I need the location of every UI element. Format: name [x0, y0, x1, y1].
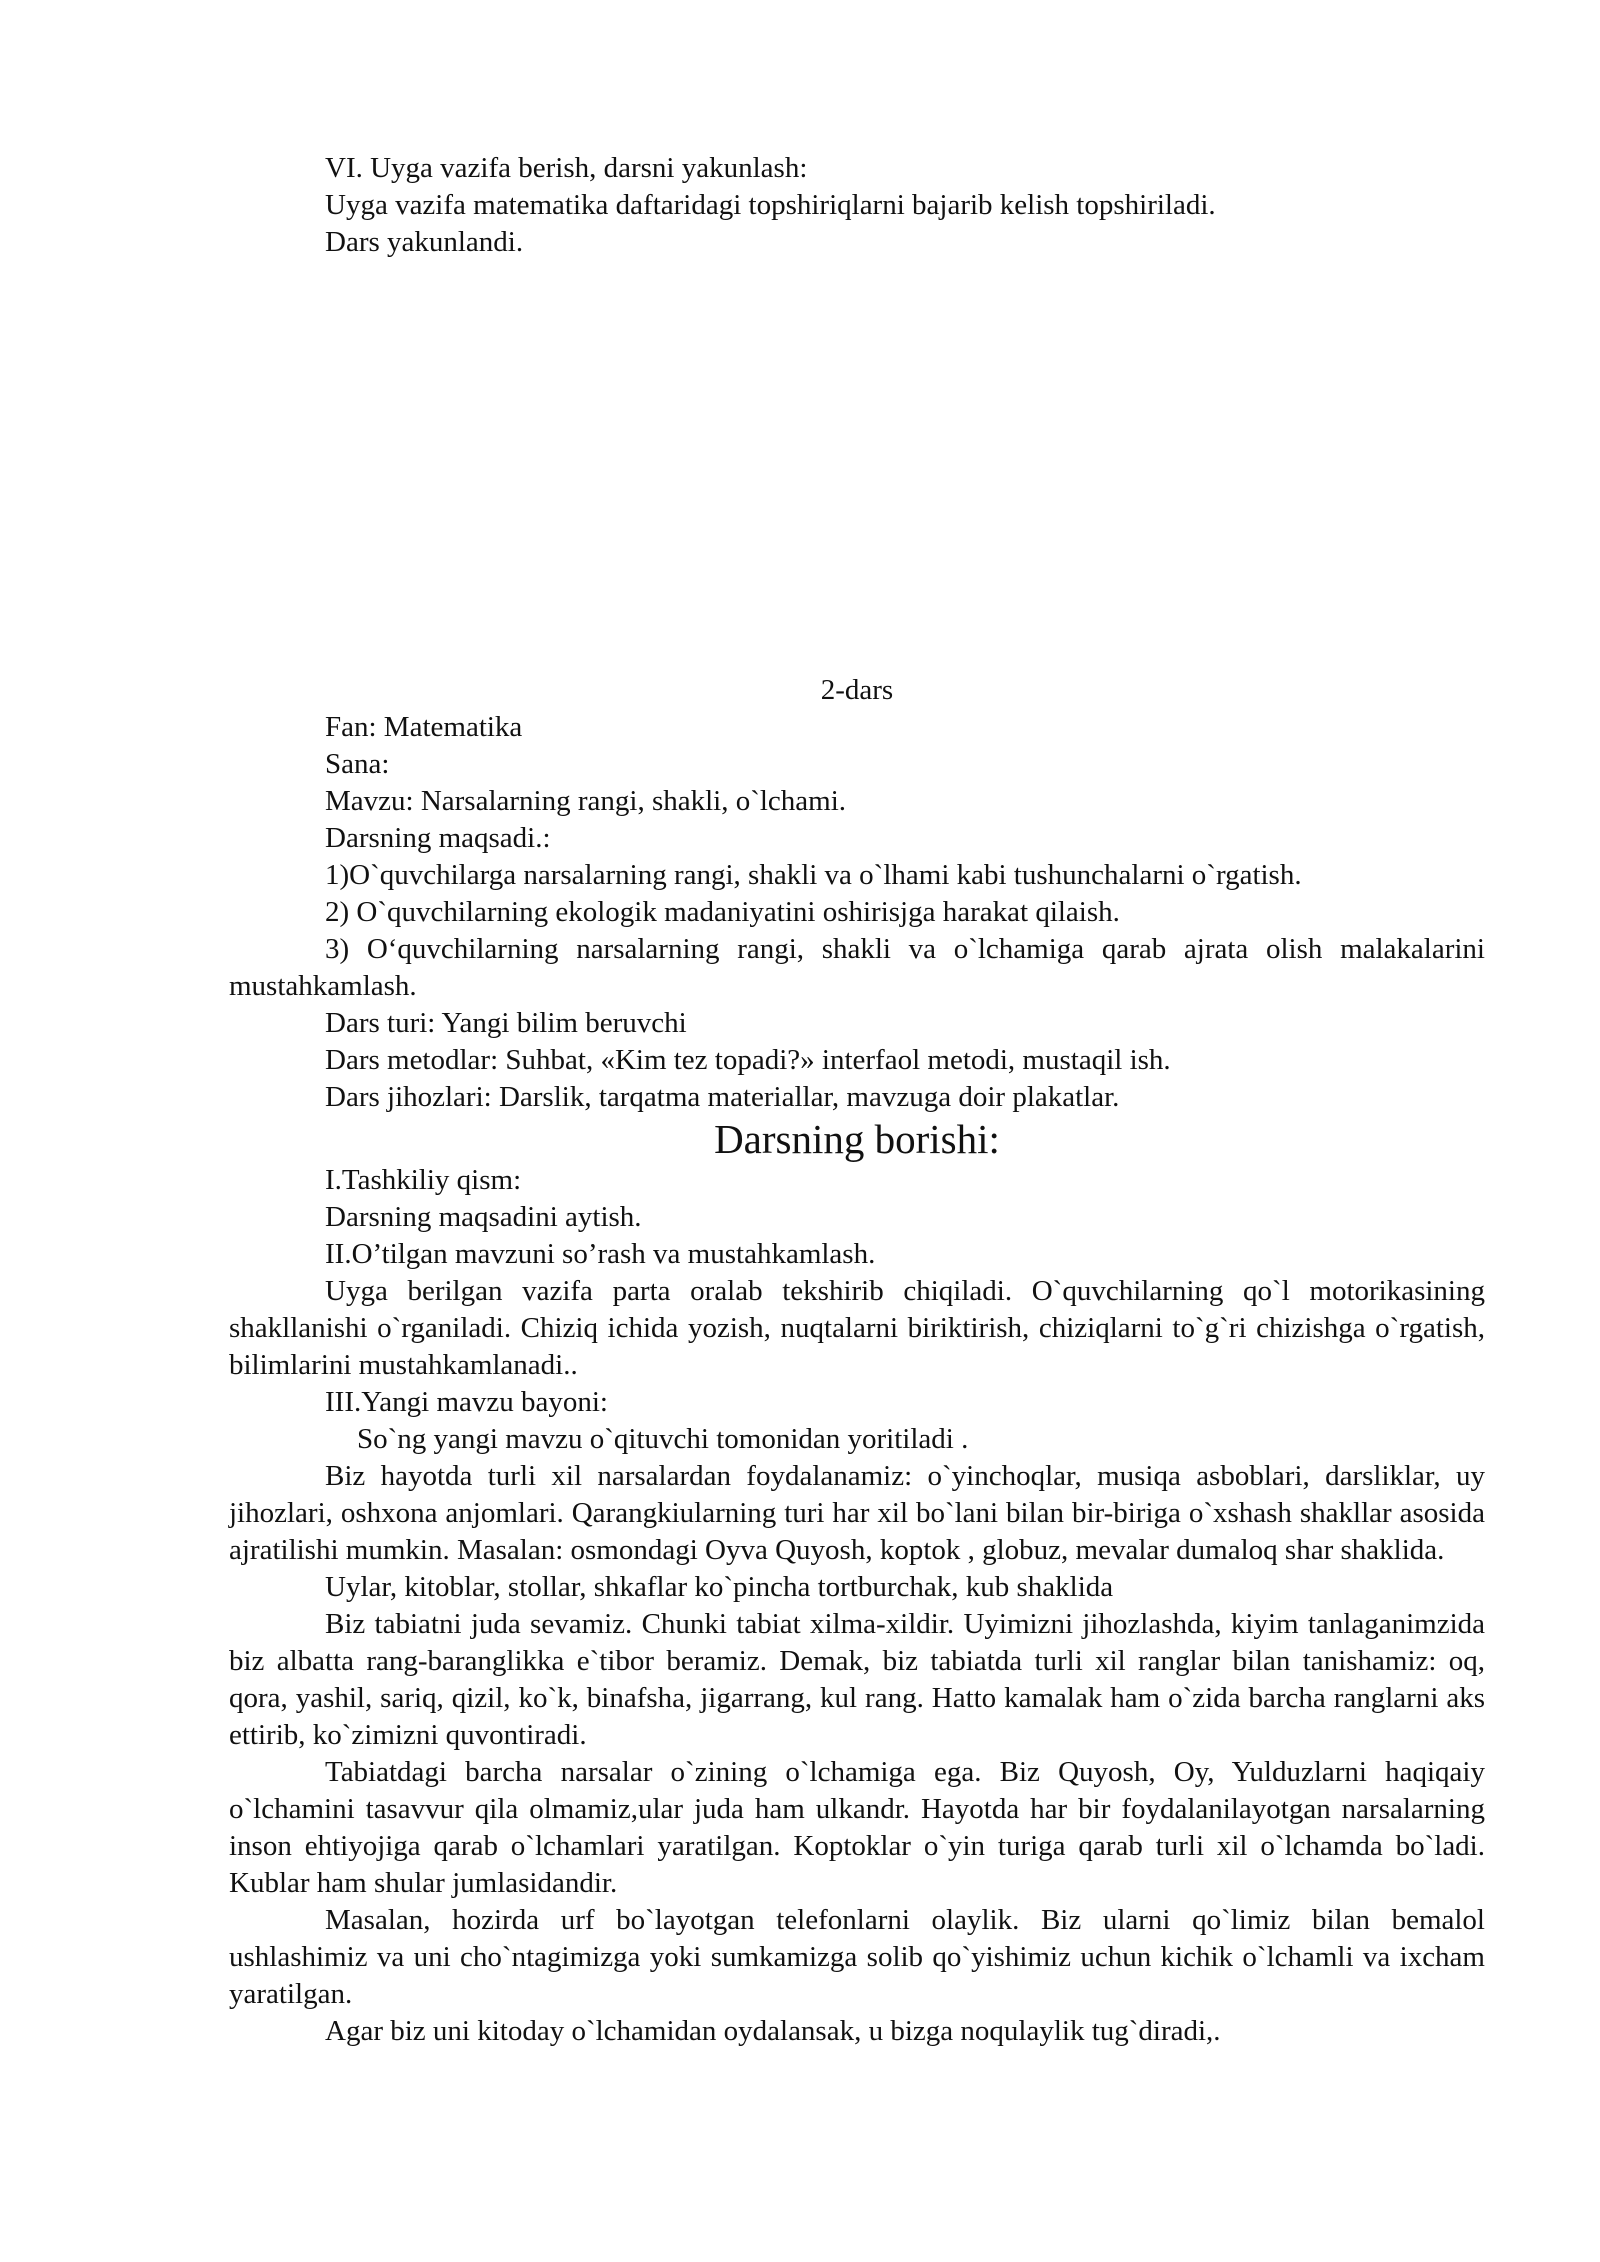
paragraph-6: Agar biz uni kitoday o`lchamidan oydalansak, u bizga noqulaylik tug`diradi,. [325, 2015, 1221, 2047]
part-2-text: Uyga berilgan vazifa parta oralab tekshirib chiqiladi. O`quvchilarning qo`l motorikasining shakllanishi o`rganiladi. Chiziq ichida yozish, nuqtalarni biriktirish, chiziqlarni to`g`ri chizishga o`rgatish, bilimlarini mustahkamlanadi.. [229, 1275, 1485, 1381]
part-3-heading: III.Yangi mavzu bayoni: [325, 1386, 608, 1418]
paragraph-4 [229, 1754, 1485, 1902]
lesson-plan [229, 672, 1485, 2050]
date-line: Sana: [325, 748, 390, 780]
goal-1: 1)O`quvchilarga narsalarning rangi, shakli va o`lhami kabi tushunchalarni o`rgatish. [325, 859, 1302, 891]
part-1-heading: I.Tashkiliy qism: [325, 1164, 522, 1196]
progress-heading: Darsning borishi: [714, 1116, 1000, 1162]
lesson-methods: Dars metodlar: Suhbat, «Kim tez topadi?» interfaol metodi, mustaqil ish. [325, 1044, 1171, 1076]
paragraph-3 [229, 1606, 1485, 1754]
paragraph-1 [229, 1458, 1485, 1569]
paragraph-1-text: Biz hayotda turli xil narsalardan foydalanamiz: o`yinchoqlar, musiqa asboblari, darsliklar, uy jihozlari, oshxona anjomlari. Qarangkiularning turi har xil bo`lani bilan bir-biriga o`xshash shakllar asosida ajratilishi mumkin. Masalan: osmondagi Oyva Quyosh, koptok , globuz, mevalar dumaloq shar shaklida. [229, 1460, 1485, 1566]
part-2-paragraph [229, 1273, 1485, 1384]
paragraph-3-text: Biz tabiatni juda sevamiz. Chunki tabiat xilma-xildir. Uyimizni jihozlashda, kiyim tanlaganimzida biz albatta rang-baranglikka e`tibor beramiz. Demak, biz tabiatda turli xil ranglar bilan tanishamiz: oq, qora, yashil, sariq, qizil, ko`k, binafsha, jigarrang, kul rang. Hatto kamalak ham o`zida barcha ranglarni aks ettirib, ko`zimizni quvontiradi. [229, 1608, 1485, 1751]
part-1-text: Darsning maqsadini aytish. [325, 1201, 642, 1233]
paragraph-4-text: Tabiatdagi barcha narsalar o`zining o`lchamiga ega. Biz Quyosh, Oy, Yulduzlarni haqiqaiy o`lchamini tasavvur qila olmamiz,ular juda ham ulkandr. Hayotda har bir foydalanilayotgan narsalarning inson ehtiyojiga qarab o`lchamlari yaratilgan. Koptoklar o`yin turiga qarab turli xil o`lchamda bo`ladi. Kublar ham shular jumlasidandir. [229, 1756, 1485, 1899]
lesson-number: 2-dars [820, 674, 894, 706]
goal-label: Darsning maqsadi.: [325, 822, 551, 854]
homework-section [229, 150, 1485, 261]
lesson-equipment: Dars jihozlari: Darslik, tarqatma materiallar, mavzuga doir plakatlar. [325, 1081, 1120, 1113]
goal-3-text: 3) O‘quvchilarning narsalarning rangi, shakli va o`lchamiga qarab ajrata olish malakalarini mustahkamlash. [229, 933, 1485, 1002]
homework-heading: VI. Uyga vazifa berish, darsni yakunlash: [325, 152, 808, 184]
goal-2: 2) O`quvchilarning ekologik madaniyatini oshirisjga harakat qilaish. [325, 896, 1120, 928]
part-3-intro: So`ng yangi mavzu o`qituvchi tomonidan yoritiladi . [357, 1423, 969, 1455]
goal-3 [229, 931, 1485, 1005]
paragraph-2: Uylar, kitoblar, stollar, shkaflar ko`pincha tortburchak, kub shaklida [325, 1571, 1114, 1603]
paragraph-5-text: Masalan, hozirda urf bo`layotgan telefonlarni olaylik. Biz ularni qo`limiz bilan bemalol ushlashimiz va uni cho`ntagimizga yoki sumkamizga solib qo`yishimiz uchun kichik o`lchamli va ixcham yaratilgan. [229, 1904, 1485, 2010]
lesson-type: Dars turi: Yangi bilim beruvchi [325, 1007, 687, 1039]
paragraph-5 [229, 1902, 1485, 2013]
homework-text: Uyga vazifa matematika daftaridagi topshiriqlarni bajarib kelish topshiriladi. [325, 189, 1216, 221]
part-2-heading: II.O’tilgan mavzuni so’rash va mustahkamlash. [325, 1238, 876, 1270]
subject-line: Fan: Matematika [325, 711, 523, 743]
topic-line: Mavzu: Narsalarning rangi, shakli, o`lchami. [325, 785, 847, 817]
lesson-end-text: Dars yakunlandi. [325, 226, 524, 258]
